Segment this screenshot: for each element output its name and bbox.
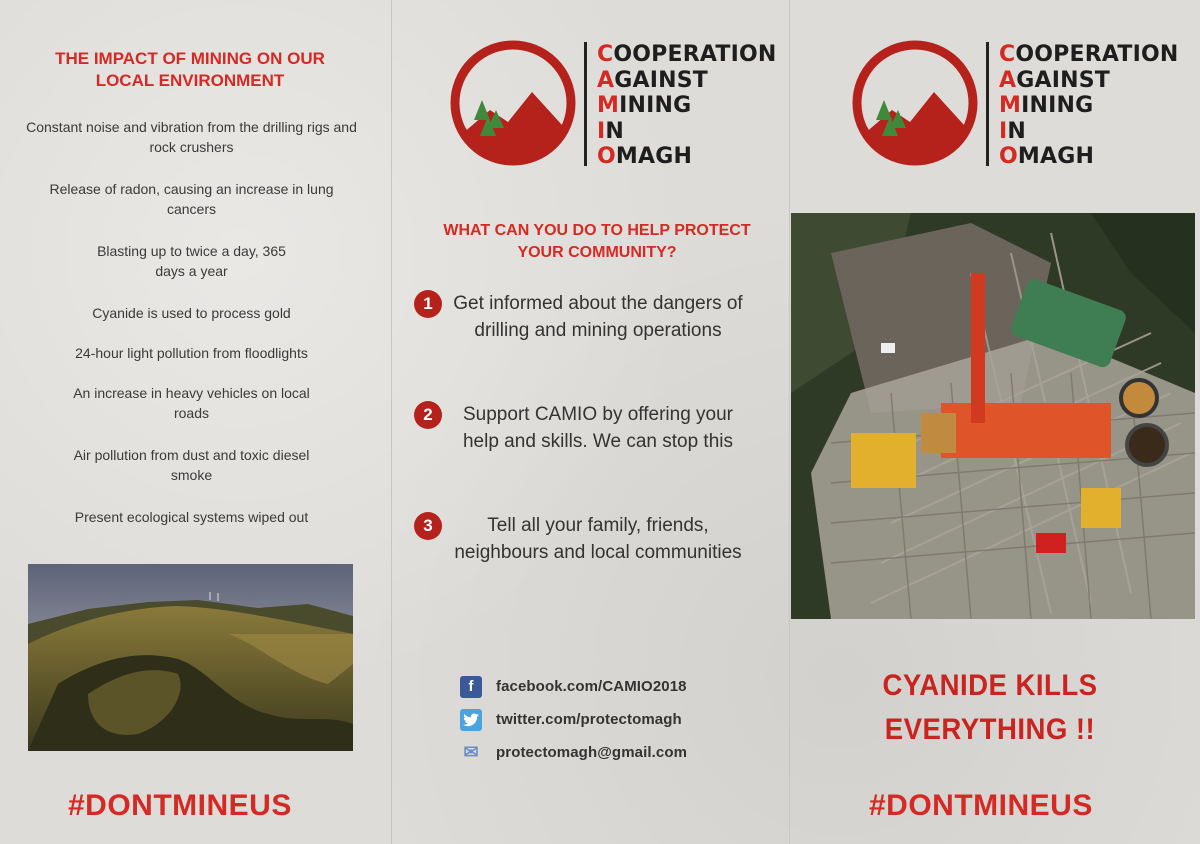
- drilling-site-photo: [791, 213, 1195, 619]
- hashtag-left: #DONTMINEUS: [68, 789, 292, 822]
- impact-item: Release of radon, causing an increase in lung cancers: [49, 181, 334, 217]
- impact-item: Air pollution from dust and toxic diesel smoke: [73, 447, 310, 483]
- impact-item: An increase in heavy vehicles on local roads: [73, 385, 310, 421]
- step-text: Support CAMIO by offering your help and skills. We can stop this: [462, 404, 733, 452]
- contact-text: protectomagh@gmail.com: [496, 744, 688, 761]
- mountain-logo-icon: [852, 40, 978, 166]
- logo-line: IN: [999, 118, 1027, 144]
- impact-item: 24-hour light pollution from floodlights: [75, 345, 308, 361]
- impact-item: Constant noise and vibration from the drilling rigs and rock crushers: [26, 119, 357, 155]
- logo-line: AGAINST: [597, 67, 708, 93]
- facebook-icon: f: [460, 676, 482, 698]
- camio-logo-middle: [450, 40, 777, 170]
- impact-item: Cyanide is used to process gold: [92, 305, 291, 321]
- email-icon: ✉: [463, 742, 479, 762]
- logo-line: OMAGH: [597, 144, 693, 169]
- twitter-icon: [460, 709, 482, 731]
- impact-item: Present ecological systems wiped out: [74, 509, 309, 525]
- contact-list: [460, 670, 760, 769]
- contact-email[interactable]: [460, 736, 760, 769]
- contact-text: twitter.com/protectomagh: [496, 711, 682, 728]
- slogan-line: CYANIDE KILLS: [882, 669, 1098, 702]
- mountain-landscape-photo: [28, 564, 353, 751]
- mountain-logo-icon: [450, 40, 576, 166]
- number-badge-icon: 1: [414, 290, 442, 318]
- contact-text: facebook.com/CAMIO2018: [496, 678, 687, 695]
- logo-line: MINING: [999, 93, 1094, 118]
- step-text: Get informed about the dangers of drilling and mining operations: [453, 293, 743, 341]
- impact-list: [24, 117, 359, 547]
- cyanide-slogan: [843, 664, 1137, 752]
- logo-line: MINING: [597, 93, 692, 118]
- logo-line: AGAINST: [999, 67, 1110, 93]
- impact-item: Blasting up to twice a day, 365 days a year: [97, 243, 286, 279]
- logo-line: COOPERATION: [597, 42, 777, 67]
- hashtag-right: #DONTMINEUS: [869, 789, 1093, 822]
- impact-title: THE IMPACT OF MINING ON OUR LOCAL ENVIRONMENT: [55, 49, 325, 90]
- logo-line: OMAGH: [999, 144, 1095, 169]
- logo-line: IN: [597, 118, 625, 144]
- help-title: WHAT CAN YOU DO TO HELP PROTECT YOUR COMMUNITY?: [443, 222, 751, 261]
- camio-logo-right: [852, 40, 1179, 170]
- contact-facebook[interactable]: [460, 670, 760, 703]
- slogan-line: EVERYTHING !!: [884, 713, 1096, 746]
- number-badge-icon: 3: [414, 512, 442, 540]
- logo-line: COOPERATION: [999, 42, 1179, 67]
- number-badge-icon: 2: [414, 401, 442, 429]
- contact-twitter[interactable]: [460, 703, 760, 736]
- step-text: Tell all your family, friends, neighbours and local communities: [454, 515, 742, 563]
